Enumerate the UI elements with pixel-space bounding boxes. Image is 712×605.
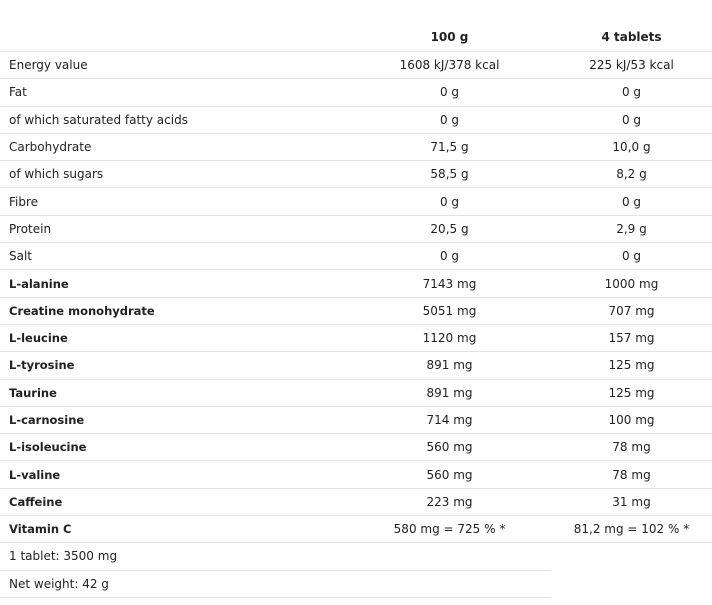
value-4-tablets: 125 mg bbox=[608, 358, 655, 373]
net-weight-text: Net weight: 42 g bbox=[9, 576, 109, 591]
nutrient-name: Carbohydrate bbox=[9, 140, 92, 155]
table-row bbox=[0, 161, 712, 188]
value-4-tablets: 125 mg bbox=[608, 385, 655, 400]
table-row bbox=[0, 52, 712, 79]
value-100g: 0 g bbox=[439, 85, 460, 100]
nutrition-table bbox=[0, 22, 712, 598]
nutrient-name: L-alanine bbox=[9, 276, 69, 291]
nutrient-name: Protein bbox=[9, 221, 52, 236]
value-100g: 560 mg bbox=[426, 467, 473, 482]
value-4-tablets: 0 g bbox=[621, 85, 642, 100]
table-row bbox=[0, 298, 712, 325]
table-row bbox=[0, 79, 712, 106]
value-4-tablets: 31 mg bbox=[612, 494, 651, 509]
table-row bbox=[0, 489, 712, 516]
tablet-weight-row bbox=[0, 543, 551, 570]
table-row bbox=[0, 325, 712, 352]
value-100g: 5051 mg bbox=[422, 303, 477, 318]
value-4-tablets: 78 mg bbox=[612, 467, 651, 482]
nutrient-name: Salt bbox=[9, 249, 33, 264]
table-row bbox=[0, 407, 712, 434]
table-row bbox=[0, 380, 712, 407]
value-4-tablets: 1000 mg bbox=[604, 276, 659, 291]
value-100g: 580 mg = 725 % * bbox=[393, 522, 506, 537]
table-header-row bbox=[0, 22, 712, 52]
nutrient-name: of which saturated fatty acids bbox=[9, 112, 188, 127]
value-4-tablets: 0 g bbox=[621, 194, 642, 209]
tablet-weight-text: 1 tablet: 3500 mg bbox=[9, 549, 118, 564]
value-4-tablets: 10,0 g bbox=[612, 140, 651, 155]
value-4-tablets: 157 mg bbox=[608, 331, 655, 346]
value-100g: 58,5 g bbox=[430, 167, 469, 182]
nutrient-name: L-tyrosine bbox=[9, 358, 75, 373]
value-100g: 71,5 g bbox=[430, 140, 469, 155]
value-100g: 0 g bbox=[439, 112, 460, 127]
table-row bbox=[0, 216, 712, 243]
value-4-tablets: 100 mg bbox=[608, 413, 655, 427]
value-100g: 891 mg bbox=[426, 385, 473, 400]
table-row bbox=[0, 516, 712, 543]
header-100g: 100 g bbox=[430, 29, 469, 44]
value-100g: 0 g bbox=[439, 194, 460, 209]
net-weight-row bbox=[0, 571, 551, 598]
value-100g: 0 g bbox=[439, 249, 460, 264]
nutrient-name: Fibre bbox=[9, 194, 39, 209]
nutrient-name: L-carnosine bbox=[9, 413, 85, 427]
value-100g: 7143 mg bbox=[422, 276, 477, 291]
table-row bbox=[0, 461, 712, 488]
value-4-tablets: 78 mg bbox=[612, 440, 651, 455]
table-row bbox=[0, 188, 712, 215]
value-100g: 20,5 g bbox=[430, 221, 469, 236]
header-4-tablets: 4 tablets bbox=[601, 29, 662, 44]
value-100g: 891 mg bbox=[426, 358, 473, 373]
value-4-tablets: 707 mg bbox=[608, 303, 655, 318]
table-row bbox=[0, 434, 712, 461]
table-row bbox=[0, 243, 712, 270]
nutrient-name: Caffeine bbox=[9, 494, 63, 509]
nutrient-name: Creatine monohydrate bbox=[9, 303, 155, 318]
nutrient-name: L-valine bbox=[9, 467, 61, 482]
value-4-tablets: 225 kJ/53 kcal bbox=[589, 58, 674, 73]
nutrient-name: L-isoleucine bbox=[9, 440, 87, 455]
nutrient-name: Taurine bbox=[9, 385, 57, 400]
table-row bbox=[0, 134, 712, 161]
value-100g: 223 mg bbox=[426, 494, 473, 509]
value-4-tablets: 0 g bbox=[621, 249, 642, 264]
value-4-tablets: 0 g bbox=[621, 112, 642, 127]
nutrient-name: Vitamin C bbox=[9, 522, 72, 537]
value-4-tablets: 2,9 g bbox=[616, 221, 647, 236]
nutrient-name: Energy value bbox=[9, 58, 88, 73]
nutrient-name: L-leucine bbox=[9, 331, 68, 346]
value-100g: 714 mg bbox=[426, 413, 473, 427]
table-body bbox=[0, 52, 712, 543]
value-100g: 1608 kJ/378 kcal bbox=[399, 58, 500, 73]
value-100g: 560 mg bbox=[426, 440, 473, 455]
table-row bbox=[0, 270, 712, 297]
value-4-tablets: 81,2 mg = 102 % * bbox=[573, 522, 690, 537]
table-row bbox=[0, 107, 712, 134]
value-100g: 1120 mg bbox=[422, 331, 477, 346]
value-4-tablets: 8,2 g bbox=[616, 167, 647, 182]
table-row bbox=[0, 352, 712, 379]
nutrient-name: Fat bbox=[9, 85, 27, 100]
nutrient-name: of which sugars bbox=[9, 167, 104, 182]
